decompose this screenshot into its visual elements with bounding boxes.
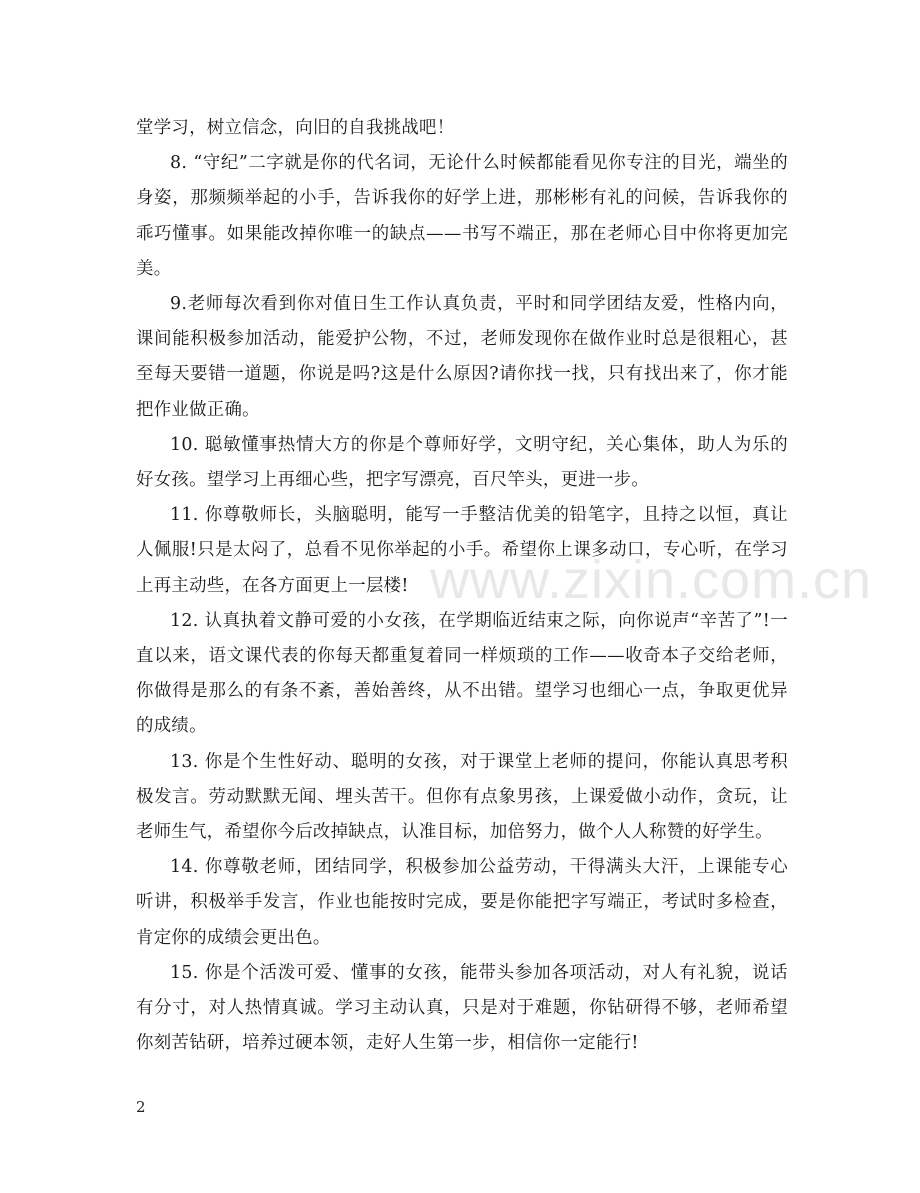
document-body — [136, 111, 788, 1061]
paragraph-continuation: 堂学习，树立信念，向旧的自我挑战吧！ — [136, 118, 455, 138]
paragraph-item-9: 9.老师每次看到你对值日生工作认真负责，平时和同学团结友爱，性格内向，课间能积极参加活动，能爱护公物，不过，老师发现你在做作业时总是很粗心，甚至每天要错一道题，你说是吗?这是什么原因?请你找一找，只有找出来了，你才能把作业做正确。 — [136, 294, 788, 420]
paragraph-item-15: 15. 你是个活泼可爱、懂事的女孩，能带头参加各项活动，对人有礼貌，说话有分寸，对人热情真诚。学习主动认真，只是对于难题，你钻研得不够，老师希望你刻苦钻研，培养过硬本领，走好人生第一步，相信你一定能行! — [136, 962, 788, 1054]
paragraph-item-13: 13. 你是个生性好动、聪明的女孩，对于课堂上老师的提问，你能认真思考积极发言。劳动默默无闻、埋头苦干。但你有点象男孩，上课爱做小动作，贪玩，让老师生气，希望你今后改掉缺点，认准目标，加倍努力，做个人人称赞的好学生。 — [136, 751, 788, 843]
watermark: www.zixin.com.cn — [430, 550, 873, 610]
page-number: 2 — [136, 1098, 146, 1116]
paragraph-item-12: 12. 认真执着文静可爱的小女孩，在学期临近结束之际，向你说声“辛苦了”!一直以来，语文课代表的你每天都重复着同一样烦琐的工作——收奇本子交给老师，你做得是那么的有条不紊，善始善终，从不出错。望学习也细心一点，争取更优异的成绩。 — [136, 610, 788, 737]
paragraph-item-10: 10. 聪敏懂事热情大方的你是个尊师好学，文明守纪，关心集体，助人为乐的好女孩。望学习上再细心些，把字写漂亮，百尺竿头，更进一步。 — [136, 434, 788, 491]
paragraph-item-11: 11. 你尊敬师长，头脑聪明，能写一手整洁优美的铅笔字，且持之以恒，真让人佩服!只是太闷了，总看不见你举起的小手。希望你上课多动口，专心听，在学习上再主动些，在各方面更上一层楼! — [136, 505, 788, 596]
paragraph-item-8: 8. “守纪”二字就是你的代名词，无论什么时候都能看见你专注的目光，端坐的身姿，那频频举起的小手，告诉我你的好学上进，那彬彬有礼的问候，告诉我你的乖巧懂事。如果能改掉你唯一的缺点——书写不端正，那在老师心目中你将更加完美。 — [136, 153, 788, 279]
paragraph-item-14: 14. 你尊敬老师，团结同学，积极参加公益劳动，干得满头大汗，上课能专心听讲，积极举手发言，作业也能按时完成，要是你能把字写端正，考试时多检查，肯定你的成绩会更出色。 — [136, 857, 788, 948]
